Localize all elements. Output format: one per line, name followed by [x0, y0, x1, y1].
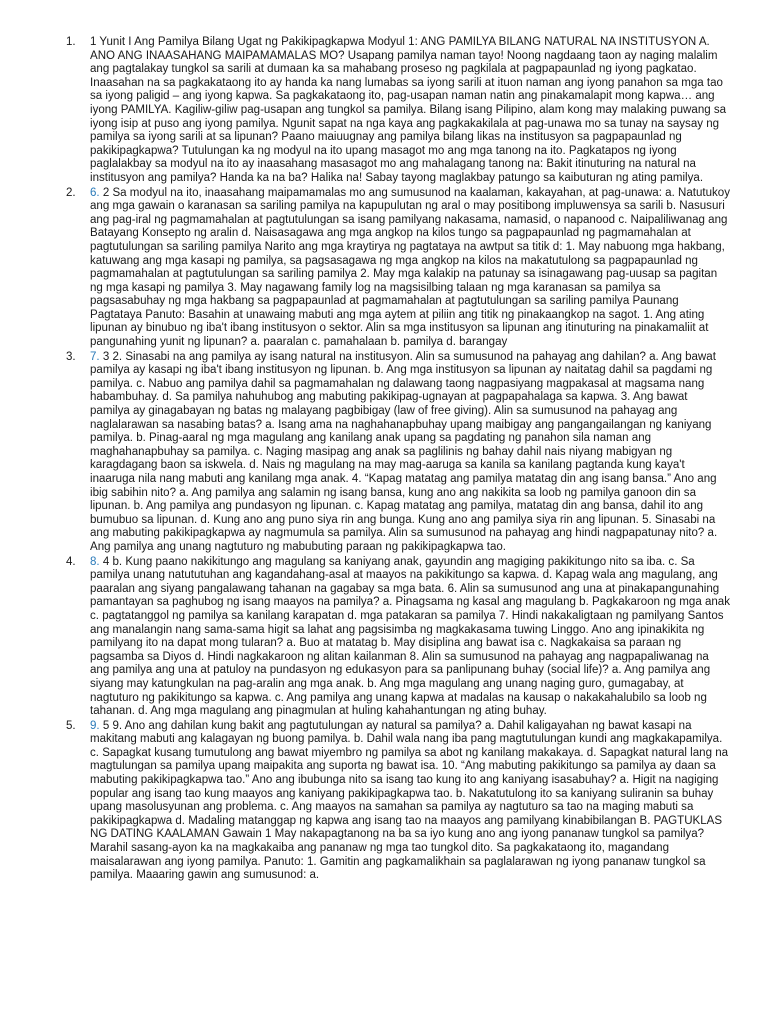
item-text: [90, 720, 730, 883]
item-text: [90, 36, 730, 186]
item-number: 4.: [66, 555, 76, 568]
item-body: 4 b. Kung paano nakikitungo ang magulang sa kaniyang anak, gayundin ang magiging pakikitungo nito sa iba. c. Sa pamilya unang natututuhan ang kagandahang-asal at maayos na pakikitungo sa kapwa. d. Kapag wala ang magulang, ang paaralan ang siyang pangalawang tahanan na gagabay sa mga bata. 6. Alin sa sumusunod ang una at pinakapangunahing pamantayan sa paghubog ng isang maayos na pamilya? a. Pinagsama ng kasal ang magulang b. Pagkakaroon ng mga anak c. pagtatanggol ng pamilya sa kanilang karapatan d. mga patakaran sa pamilya 7. Hindi nakakaligtaan ng pamilyang Santos ang manalangin nang sama-sama higit sa lahat ang pagsisimba ng magkakasama tuwing Linggo. Ano ang ipinakikita ng pamilyang ito na dapat mong tularan? a. Buo at matatag b. May disiplina ang bawat isa c. Nagkakaisa sa paraan ng pagsamba sa Diyos d. Hindi nagkakaroon ng alitan kailanman 8. Alin sa sumusunod na pahayag ang nagpapaliwanag na ang pamilya ang una at patuloy na pundasyon ng edukasyon para sa panlipunang buhay (social life)? a. Ang pamilya ang siyang may katungkulan na pag-aralin ang mga anak. b. Ang mga magulang ang unang naging guro, gumagabay, at nagtuturo ng pakikitungo sa kapwa. c. Ang pamilya ang unang kapwa at madalas na kausap o nakakahalubilo sa loob ng tahanan. d. Ang mga magulang ang pinagmulan at huling kahahantungan ng ating buhay.: [90, 555, 731, 718]
item-body: 2 Sa modyul na ito, inaasahang maipamamalas mo ang sumusunod na kaalaman, kakayahan, at pag-unawa: a. Natutukoy ang mga gawain o karanasan sa sariling pamilya na kapupulutan ng aral o may positibong impluwensya sa sarili b. Nasusuri ang pag-iral ng pagmamahalan at pagtutulungan sa isang pamilyang nakasama, namasid, o napanood c. Naipaliliwanag ang Batayang Konsepto ng aralin d. Naisasagawa ang mga angkop na kilos tungo sa pagpapaunlad ng pagmamahalan at pagtutulungan sa sariling pamilya Narito ang mga kraytirya ng pagtataya na awtput sa titik d: 1. May nabuong mga hakbang, katuwang ang mga kasapi ng pamilya, sa pagsasagawa ng mga angkop na kilos na makatutulong sa pagpapaunlad ng pagmamahalan at pagtutulungan sa sariling pamilya 2. May mga kalakip na patunay sa isinagawang pag-uusap sa pagitan ng mga kasapi ng pamilya 3. May nagawang family log na magsisilbing talaan ng mga karanasan sa pamilya sa pagsasabuhay ng mga hakbang sa pagpapaunlad at pagmamahalan at pagtutulungan sa sariling pamilya Paunang Pagtataya Panuto: Basahin at unawaing mabuti ang mga aytem at piliin ang titik ng pinakaangkop na sagot. 1. Ang ating lipunan ay binubuo ng iba't ibang institusyon o sektor. Alin sa mga institusyon sa lipunan ang itinuturing na pinakamaliit at pangunahing yunit ng lipunan? a. paaralan c. pamahalaan b. pamilya d. barangay: [90, 186, 730, 349]
list-item: [0, 351, 730, 555]
numbered-list: [0, 36, 730, 883]
item-body: 5 9. Ano ang dahilan kung bakit ang pagtutulungan ay natural sa pamilya? a. Dahil kaligayahan ng bawat kasapi na makitang mabuti ang kalagayan ng buong pamilya. b. Dahil wala nang iba pang magtutulungan kundi ang magkakapamilya. c. Sapagkat kusang tumutulong ang bawat miyembro ng pamilya sa abot ng kanilang makakaya. d. Sapagkat natural lang na magtulungan sa pamilya upang maipakita ang suporta ng bawat isa. 10. “Ang mabuting pakikitungo sa pamilya ay daan sa mabuting pakikipagkapwa tao.” Ano ang ibubunga nito sa isang tao kung ito ang kaniyang isasabuhay? a. Higit na nagiging popular ang isang tao kung maayos ang kaniyang pakikipagkapwa tao. b. Nakatutulong ito sa kaniyang suliranin sa buhay upang masolusyunan ang problema. c. Ang maayos na samahan sa pamilya ay nagtuturo sa tao na maging mabuti sa pakikipagkapwa d. Madaling matanggap ng kapwa ang isang tao na maayos ang pamilyang kinabibilangan B. PAGTUKLAS NG DATING KAALAMAN Gawain 1 May nakapagtanong na ba sa iyo kung ano ang iyong pananaw tungkol sa pamilya? Marahil sasang-ayon ka na magkakaiba ang pananaw ng mga tao tungkol dito. Sa pagkakataong ito, magandang maisalarawan ang iyong pamilya. Panuto: 1. Gamitin ang pagkamalikhain sa paglalarawan ng iyong pananaw tungkol sa pamilya. Maaaring gawin ang sumusunod: a.: [90, 719, 729, 882]
list-item: [0, 36, 730, 186]
list-item: [0, 720, 730, 883]
page-link[interactable]: 8.: [90, 555, 100, 568]
item-number: 5.: [66, 719, 76, 732]
item-text: [90, 351, 730, 555]
item-text: [90, 556, 730, 719]
page-link[interactable]: 7.: [90, 350, 100, 363]
page-link[interactable]: 9.: [90, 719, 100, 732]
item-body: 3 2. Sinasabi na ang pamilya ay isang natural na institusyon. Alin sa sumusunod na pahayag ang dahilan? a. Ang bawat pamilya ay kasapi ng iba't ibang institusyon ng lipunan. b. Ang mga institusyon sa lipunan ay naitatag dahil sa pagdami ng pamilya. c. Nabuo ang pamilya dahil sa pagmamahalan ng dalawang taong nagpasiyang magpakasal at magsama nang habambuhay. d. Sa pamilya nahuhubog ang mabuting pakikipag-ugnayan at pagpapahalaga sa kapwa. 3. Ang bawat pamilya ay ginagabayan ng batas ng malayang pagbibigay (law of free giving). Alin sa sumusunod na pahayag ang naglalarawan sa nasabing batas? a. Isang ama na naghahanapbuhay upang maibigay ang pangangailangan ng kaniyang pamilya. b. Pinag-aaral ng mga magulang ang kanilang anak upang sa pagdating ng panahon sila naman ang maghahanapbuhay sa pamilya. c. Naging masipag ang anak sa paglilinis ng bahay dahil nais niyang mabigyan ng karagdagang baon sa iskwela. d. Nais ng magulang na may mag-aaruga sa kanila sa kanilang pagtanda kung kaya't inaaruga nila nang mabuti ang kanilang mga anak. 4. “Kapag matatag ang pamilya matatag din ang isang bansa.” Ano ang ibig sabihin nito? a. Ang pamilya ang salamin ng isang bansa, kung ano ang nakikita sa loob ng pamilya ganoon din sa lipunan. b. Ang pamilya ang pundasyon ng lipunan. c. Kapag matatag ang pamilya, matatag din ang bansa, dahil ito ang bumubuo sa lipunan. d. Kung ano ang puno siya rin ang bunga. Kung ano ang pamilya siya rin ang lipunan. 5. Sinasabi na ang mabuting pakikipagkapwa ay nagmumula sa pamilya. Alin sa sumusunod na pahayag ang hindi nagpapatunay nito? a. Ang pamilya ang unang nagtuturo ng mabubuting paraan ng pakikipagkapwa tao.: [90, 350, 718, 553]
item-body: 1 Yunit I Ang Pamilya Bilang Ugat ng Pakikipagkapwa Modyul 1: ANG PAMILYA BILANG NATURAL NA INSTITUSYON A. ANO ANG INAASAHANG MAIPAMAMALAS MO? Usapang pamilya naman tayo! Noong nagdaang taon ay naging malalim ang pagtalakay tungkol sa sarili at dumaan ka sa mahabang proseso ng pagkilala at pagpapaunlad ng iyong pagkatao. Inaasahan na sa pagkakataong ito ay handa ka nang lumabas sa iyong sarili at ituon naman ang iyong panahon sa mga tao sa iyong paligid – ang iyong kapwa. Sa pagkakataong ito, pag-usapan naman natin ang pinakamalapit mong kapwa… ang iyong PAMILYA. Kagiliw-giliw pag-usapan ang tungkol sa pamilya. Bilang isang Pilipino, alam kong may malaking puwang sa iyong isip at puso ang iyong pamilya. Ngunit sapat na nga kaya ang pagkakakilala at pag-unawa mo sa tunay na saysay ng pamilya sa iyong sarili at sa lipunan? Paano maiuugnay ang pamilya bilang likas na institusyon sa pagpapaunlad ng pakikipagkapwa? Tutulungan ka ng modyul na ito upang masagot mo ang mga tanong na ito. Pagkatapos ng iyong paglalakbay sa modyul na ito ay inaasahang masasagot mo ang mahalagang tanong na: Bakit itinuturing na natural na institusyon ang pamilya? Handa ka na ba? Halika na! Sabay tayong maglakbay patungo sa kaibuturan ng ating pamilya.: [90, 36, 727, 184]
item-number: 2.: [66, 186, 76, 199]
item-text: [90, 187, 730, 350]
item-number: 1.: [66, 36, 76, 48]
item-number: 3.: [66, 350, 76, 363]
page-link[interactable]: 6.: [90, 186, 100, 199]
list-item: [0, 556, 730, 719]
list-item: [0, 187, 730, 350]
